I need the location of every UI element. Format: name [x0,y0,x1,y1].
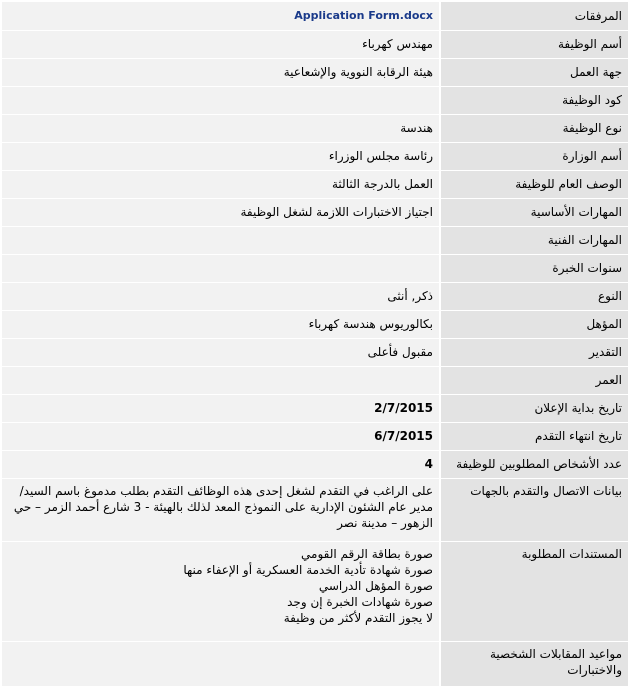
row-label: سنوات الخبرة [440,254,628,282]
row-value: العمل بالدرجة الثالثة [2,170,440,198]
row-value: صورة بطاقة الرقم القومي صورة شهادة تأدية الخدمة العسكرية أو الإعفاء منها صورة المؤهل الدراسي صورة شهادات الخبرة إن وجد لا يجوز التقدم لأكثر من وظيفة [2,541,440,641]
row-gender [2,282,628,310]
row-job-code [2,86,628,114]
row-grade [2,338,628,366]
row-label: تاريخ بداية الإعلان [440,394,628,422]
row-value [2,254,440,282]
row-label: بيانات الاتصال والتقدم بالجهات [440,478,628,541]
row-label: كود الوظيفة [440,86,628,114]
row-start-date [2,394,628,422]
row-label: المهارات الأساسية [440,198,628,226]
row-job-name [2,30,628,58]
row-value: هندسة [2,114,440,142]
row-label: العمر [440,366,628,394]
job-details-table [2,2,628,687]
row-end-date [2,422,628,450]
row-label: النوع [440,282,628,310]
row-value: 4 [2,450,440,478]
row-label: مواعيد المقابلات الشخصية والاختبارات [440,641,628,686]
row-value: 2/7/2015 [2,394,440,422]
row-qualification [2,310,628,338]
row-value [2,366,440,394]
row-label: أسم الوزارة [440,142,628,170]
row-value: رئاسة مجلس الوزراء [2,142,440,170]
row-description [2,170,628,198]
row-job-type [2,114,628,142]
row-label: التقدير [440,338,628,366]
row-value: هيئة الرقابة النووية والإشعاعية [2,58,440,86]
row-value: ذكر, أنثى [2,282,440,310]
row-label: المرفقات [440,2,628,30]
row-experience [2,254,628,282]
row-age [2,366,628,394]
row-documents [2,541,628,641]
row-label: جهة العمل [440,58,628,86]
row-contact [2,478,628,541]
row-value: مقبول فأعلى [2,338,440,366]
row-value [2,226,440,254]
row-label: الوصف العام للوظيفة [440,170,628,198]
row-value [2,86,440,114]
row-label: المؤهل [440,310,628,338]
row-basic-skills [2,198,628,226]
row-value [2,641,440,686]
row-value: مهندس كهرباء [2,30,440,58]
row-value [2,2,440,30]
row-value: 6/7/2015 [2,422,440,450]
row-label: نوع الوظيفة [440,114,628,142]
row-label: أسم الوظيفة [440,30,628,58]
attachment-link[interactable]: Application Form.docx [294,9,433,23]
row-value: بكالوريوس هندسة كهرباء [2,310,440,338]
row-people-count [2,450,628,478]
row-value: على الراغب في التقدم لشغل إحدى هذه الوظائف التقدم بطلب مدموغ باسم السيد/ مدير عام الشئون الإدارية على النموذج المعد لذلك بالهيئة - 3 شارع أحمد الزمر – حي الزهور – مدينة نصر [2,478,440,541]
row-label: المهارات الفنية [440,226,628,254]
row-label: تاريخ انتهاء التقدم [440,422,628,450]
row-employer [2,58,628,86]
row-ministry [2,142,628,170]
row-interviews [2,641,628,686]
row-attachments [2,2,628,30]
row-value: اجتياز الاختبارات اللازمة لشغل الوظيفة [2,198,440,226]
row-technical-skills [2,226,628,254]
row-label: المستندات المطلوبة [440,541,628,641]
row-label: عدد الأشخاص المطلوبين للوظيفة [440,450,628,478]
